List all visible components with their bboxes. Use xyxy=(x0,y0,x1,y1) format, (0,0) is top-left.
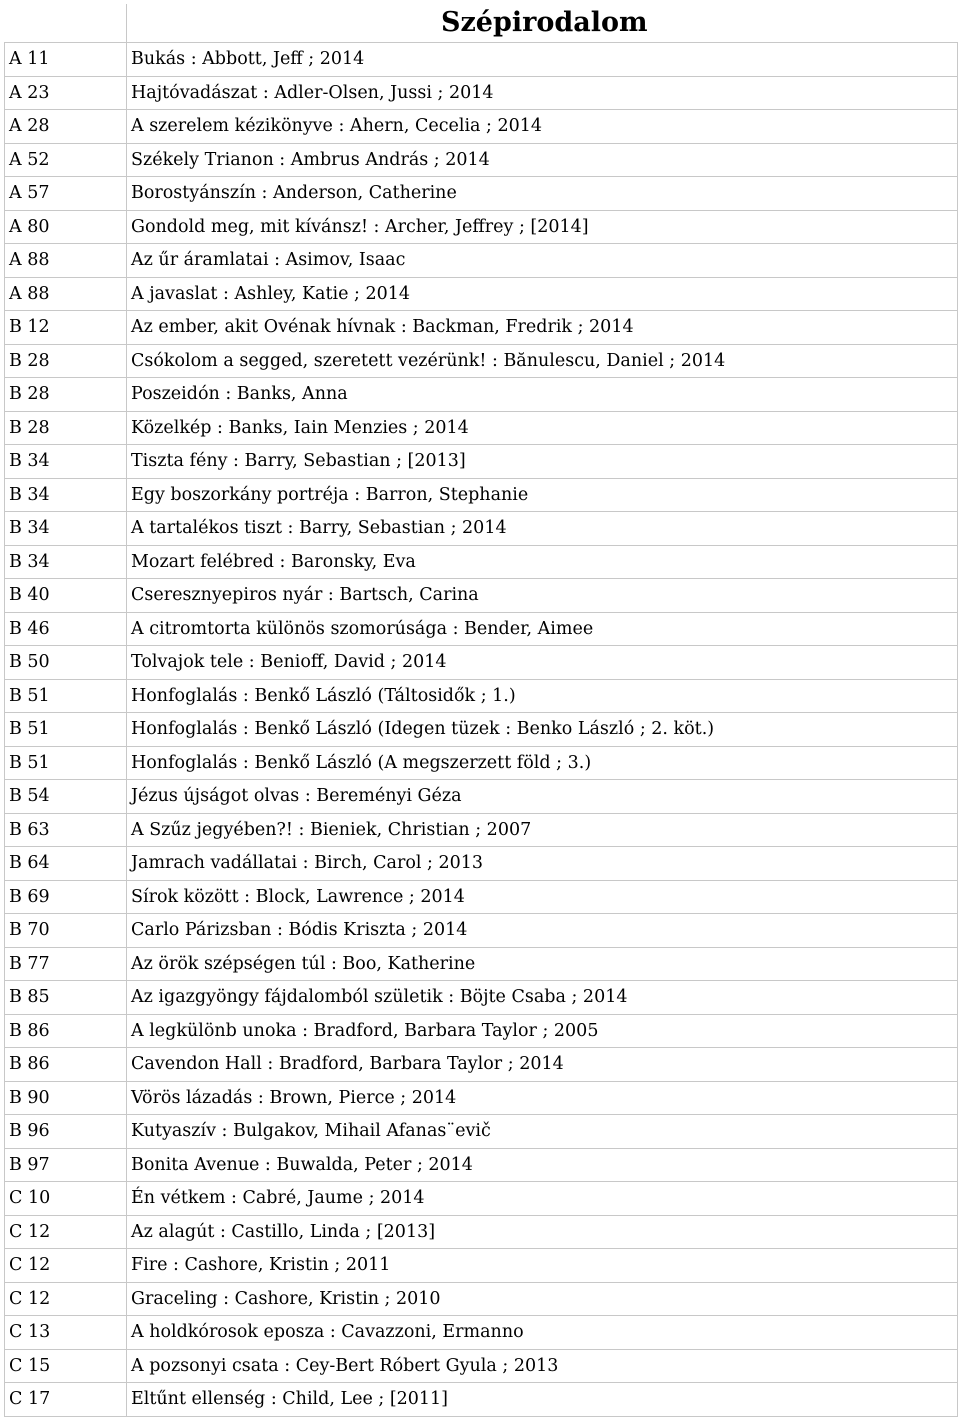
shelf-code: B 86 xyxy=(5,1014,127,1048)
table-row xyxy=(5,780,958,814)
book-description: Hajtóvadászat : Adler-Olsen, Jussi ; 2014 xyxy=(127,76,958,110)
shelf-code: B 34 xyxy=(5,445,127,479)
book-description: Tiszta fény : Barry, Sebastian ; [2013] xyxy=(127,445,958,479)
book-description: Cavendon Hall : Bradford, Barbara Taylor ; 2014 xyxy=(127,1048,958,1082)
book-description: A tartalékos tiszt : Barry, Sebastian ; 2014 xyxy=(127,512,958,546)
table-row xyxy=(5,478,958,512)
table-row xyxy=(5,43,958,77)
document-page xyxy=(4,4,957,1417)
book-description: Poszeidón : Banks, Anna xyxy=(127,378,958,412)
book-description: Egy boszorkány portréja : Barron, Stephanie xyxy=(127,478,958,512)
table-row xyxy=(5,378,958,412)
shelf-code: A 88 xyxy=(5,244,127,278)
shelf-code: A 11 xyxy=(5,43,127,77)
shelf-code: B 77 xyxy=(5,947,127,981)
table-row xyxy=(5,1249,958,1283)
table-row xyxy=(5,445,958,479)
book-description: Én vétkem : Cabré, Jaume ; 2014 xyxy=(127,1182,958,1216)
shelf-code: B 86 xyxy=(5,1048,127,1082)
shelf-code: B 85 xyxy=(5,981,127,1015)
book-description: Az ember, akit Ovénak hívnak : Backman, Fredrik ; 2014 xyxy=(127,311,958,345)
shelf-code: B 40 xyxy=(5,579,127,613)
book-description: Az űr áramlatai : Asimov, Isaac xyxy=(127,244,958,278)
shelf-code: B 51 xyxy=(5,746,127,780)
shelf-code: B 70 xyxy=(5,914,127,948)
shelf-code: B 28 xyxy=(5,344,127,378)
shelf-code: A 23 xyxy=(5,76,127,110)
table-row xyxy=(5,1383,958,1417)
table-row xyxy=(5,277,958,311)
book-description: Tolvajok tele : Benioff, David ; 2014 xyxy=(127,646,958,680)
table-row xyxy=(5,1182,958,1216)
title-spacer xyxy=(5,4,127,43)
book-description: Borostyánszín : Anderson, Catherine xyxy=(127,177,958,211)
shelf-code: B 34 xyxy=(5,512,127,546)
table-row xyxy=(5,110,958,144)
shelf-code: B 51 xyxy=(5,713,127,747)
book-description: Székely Trianon : Ambrus András ; 2014 xyxy=(127,143,958,177)
page-title: Szépirodalom xyxy=(127,4,958,43)
table-row xyxy=(5,1048,958,1082)
shelf-code: A 80 xyxy=(5,210,127,244)
shelf-code: B 54 xyxy=(5,780,127,814)
book-description: A szerelem kézikönyve : Ahern, Cecelia ; 2014 xyxy=(127,110,958,144)
book-description: Fire : Cashore, Kristin ; 2011 xyxy=(127,1249,958,1283)
shelf-code: A 88 xyxy=(5,277,127,311)
shelf-code: B 69 xyxy=(5,880,127,914)
shelf-code: B 34 xyxy=(5,545,127,579)
table-row xyxy=(5,981,958,1015)
book-description: Az igazgyöngy fájdalomból születik : Böjte Csaba ; 2014 xyxy=(127,981,958,1015)
table-row xyxy=(5,914,958,948)
book-description: Kutyaszív : Bulgakov, Mihail Afanas¨evič xyxy=(127,1115,958,1149)
table-row xyxy=(5,947,958,981)
book-description: Jamrach vadállatai : Birch, Carol ; 2013 xyxy=(127,847,958,881)
shelf-code: C 12 xyxy=(5,1249,127,1283)
book-description: Honfoglalás : Benkő László (Idegen tüzek : Benko László ; 2. köt.) xyxy=(127,713,958,747)
table-row xyxy=(5,344,958,378)
shelf-code: A 28 xyxy=(5,110,127,144)
book-description: Az örök szépségen túl : Boo, Katherine xyxy=(127,947,958,981)
shelf-code: C 17 xyxy=(5,1383,127,1417)
table-row xyxy=(5,1282,958,1316)
book-description: Gondold meg, mit kívánsz! : Archer, Jeffrey ; [2014] xyxy=(127,210,958,244)
table-row xyxy=(5,1115,958,1149)
table-row xyxy=(5,210,958,244)
table-row xyxy=(5,311,958,345)
book-description: Mozart felébred : Baronsky, Eva xyxy=(127,545,958,579)
book-description: Honfoglalás : Benkő László (A megszerzett föld ; 3.) xyxy=(127,746,958,780)
table-row xyxy=(5,143,958,177)
shelf-code: A 57 xyxy=(5,177,127,211)
book-description: A pozsonyi csata : Cey-Bert Róbert Gyula ; 2013 xyxy=(127,1349,958,1383)
table-row xyxy=(5,1081,958,1115)
book-description: Honfoglalás : Benkő László (Táltosidők ; 1.) xyxy=(127,679,958,713)
book-description: Vörös lázadás : Brown, Pierce ; 2014 xyxy=(127,1081,958,1115)
table-row xyxy=(5,612,958,646)
table-row xyxy=(5,646,958,680)
shelf-code: A 52 xyxy=(5,143,127,177)
book-description: Jézus újságot olvas : Bereményi Géza xyxy=(127,780,958,814)
shelf-code: B 28 xyxy=(5,411,127,445)
table-row xyxy=(5,679,958,713)
book-description: Csókolom a segged, szeretett vezérünk! : Bănulescu, Daniel ; 2014 xyxy=(127,344,958,378)
shelf-code: B 97 xyxy=(5,1148,127,1182)
shelf-code: C 13 xyxy=(5,1316,127,1350)
table-row xyxy=(5,579,958,613)
table-row xyxy=(5,545,958,579)
table-row xyxy=(5,880,958,914)
book-description: A javaslat : Ashley, Katie ; 2014 xyxy=(127,277,958,311)
book-description: Carlo Párizsban : Bódis Kriszta ; 2014 xyxy=(127,914,958,948)
book-description: A Szűz jegyében?! : Bieniek, Christian ; 2007 xyxy=(127,813,958,847)
book-description: A citromtorta különös szomorúsága : Bender, Aimee xyxy=(127,612,958,646)
table-row xyxy=(5,1316,958,1350)
shelf-code: B 50 xyxy=(5,646,127,680)
catalog-body xyxy=(5,4,958,1416)
table-row xyxy=(5,1215,958,1249)
book-description: Az alagút : Castillo, Linda ; [2013] xyxy=(127,1215,958,1249)
shelf-code: B 64 xyxy=(5,847,127,881)
table-row xyxy=(5,847,958,881)
book-description: Cseresznyepiros nyár : Bartsch, Carina xyxy=(127,579,958,613)
shelf-code: B 34 xyxy=(5,478,127,512)
table-row xyxy=(5,813,958,847)
book-description: A legkülönb unoka : Bradford, Barbara Taylor ; 2005 xyxy=(127,1014,958,1048)
table-row xyxy=(5,177,958,211)
shelf-code: B 96 xyxy=(5,1115,127,1149)
shelf-code: C 15 xyxy=(5,1349,127,1383)
shelf-code: B 51 xyxy=(5,679,127,713)
table-row xyxy=(5,1349,958,1383)
shelf-code: B 63 xyxy=(5,813,127,847)
book-description: A holdkórosok eposza : Cavazzoni, Ermanno xyxy=(127,1316,958,1350)
shelf-code: B 46 xyxy=(5,612,127,646)
catalog-table xyxy=(4,4,958,1417)
shelf-code: B 28 xyxy=(5,378,127,412)
table-row xyxy=(5,76,958,110)
table-row xyxy=(5,746,958,780)
title-row xyxy=(5,4,958,43)
book-description: Közelkép : Banks, Iain Menzies ; 2014 xyxy=(127,411,958,445)
shelf-code: B 90 xyxy=(5,1081,127,1115)
shelf-code: B 12 xyxy=(5,311,127,345)
shelf-code: C 12 xyxy=(5,1282,127,1316)
table-row xyxy=(5,512,958,546)
table-row xyxy=(5,1148,958,1182)
book-description: Sírok között : Block, Lawrence ; 2014 xyxy=(127,880,958,914)
book-description: Bonita Avenue : Buwalda, Peter ; 2014 xyxy=(127,1148,958,1182)
table-row xyxy=(5,713,958,747)
book-description: Bukás : Abbott, Jeff ; 2014 xyxy=(127,43,958,77)
table-row xyxy=(5,1014,958,1048)
shelf-code: C 10 xyxy=(5,1182,127,1216)
shelf-code: C 12 xyxy=(5,1215,127,1249)
book-description: Eltűnt ellenség : Child, Lee ; [2011] xyxy=(127,1383,958,1417)
table-row xyxy=(5,244,958,278)
book-description: Graceling : Cashore, Kristin ; 2010 xyxy=(127,1282,958,1316)
table-row xyxy=(5,411,958,445)
